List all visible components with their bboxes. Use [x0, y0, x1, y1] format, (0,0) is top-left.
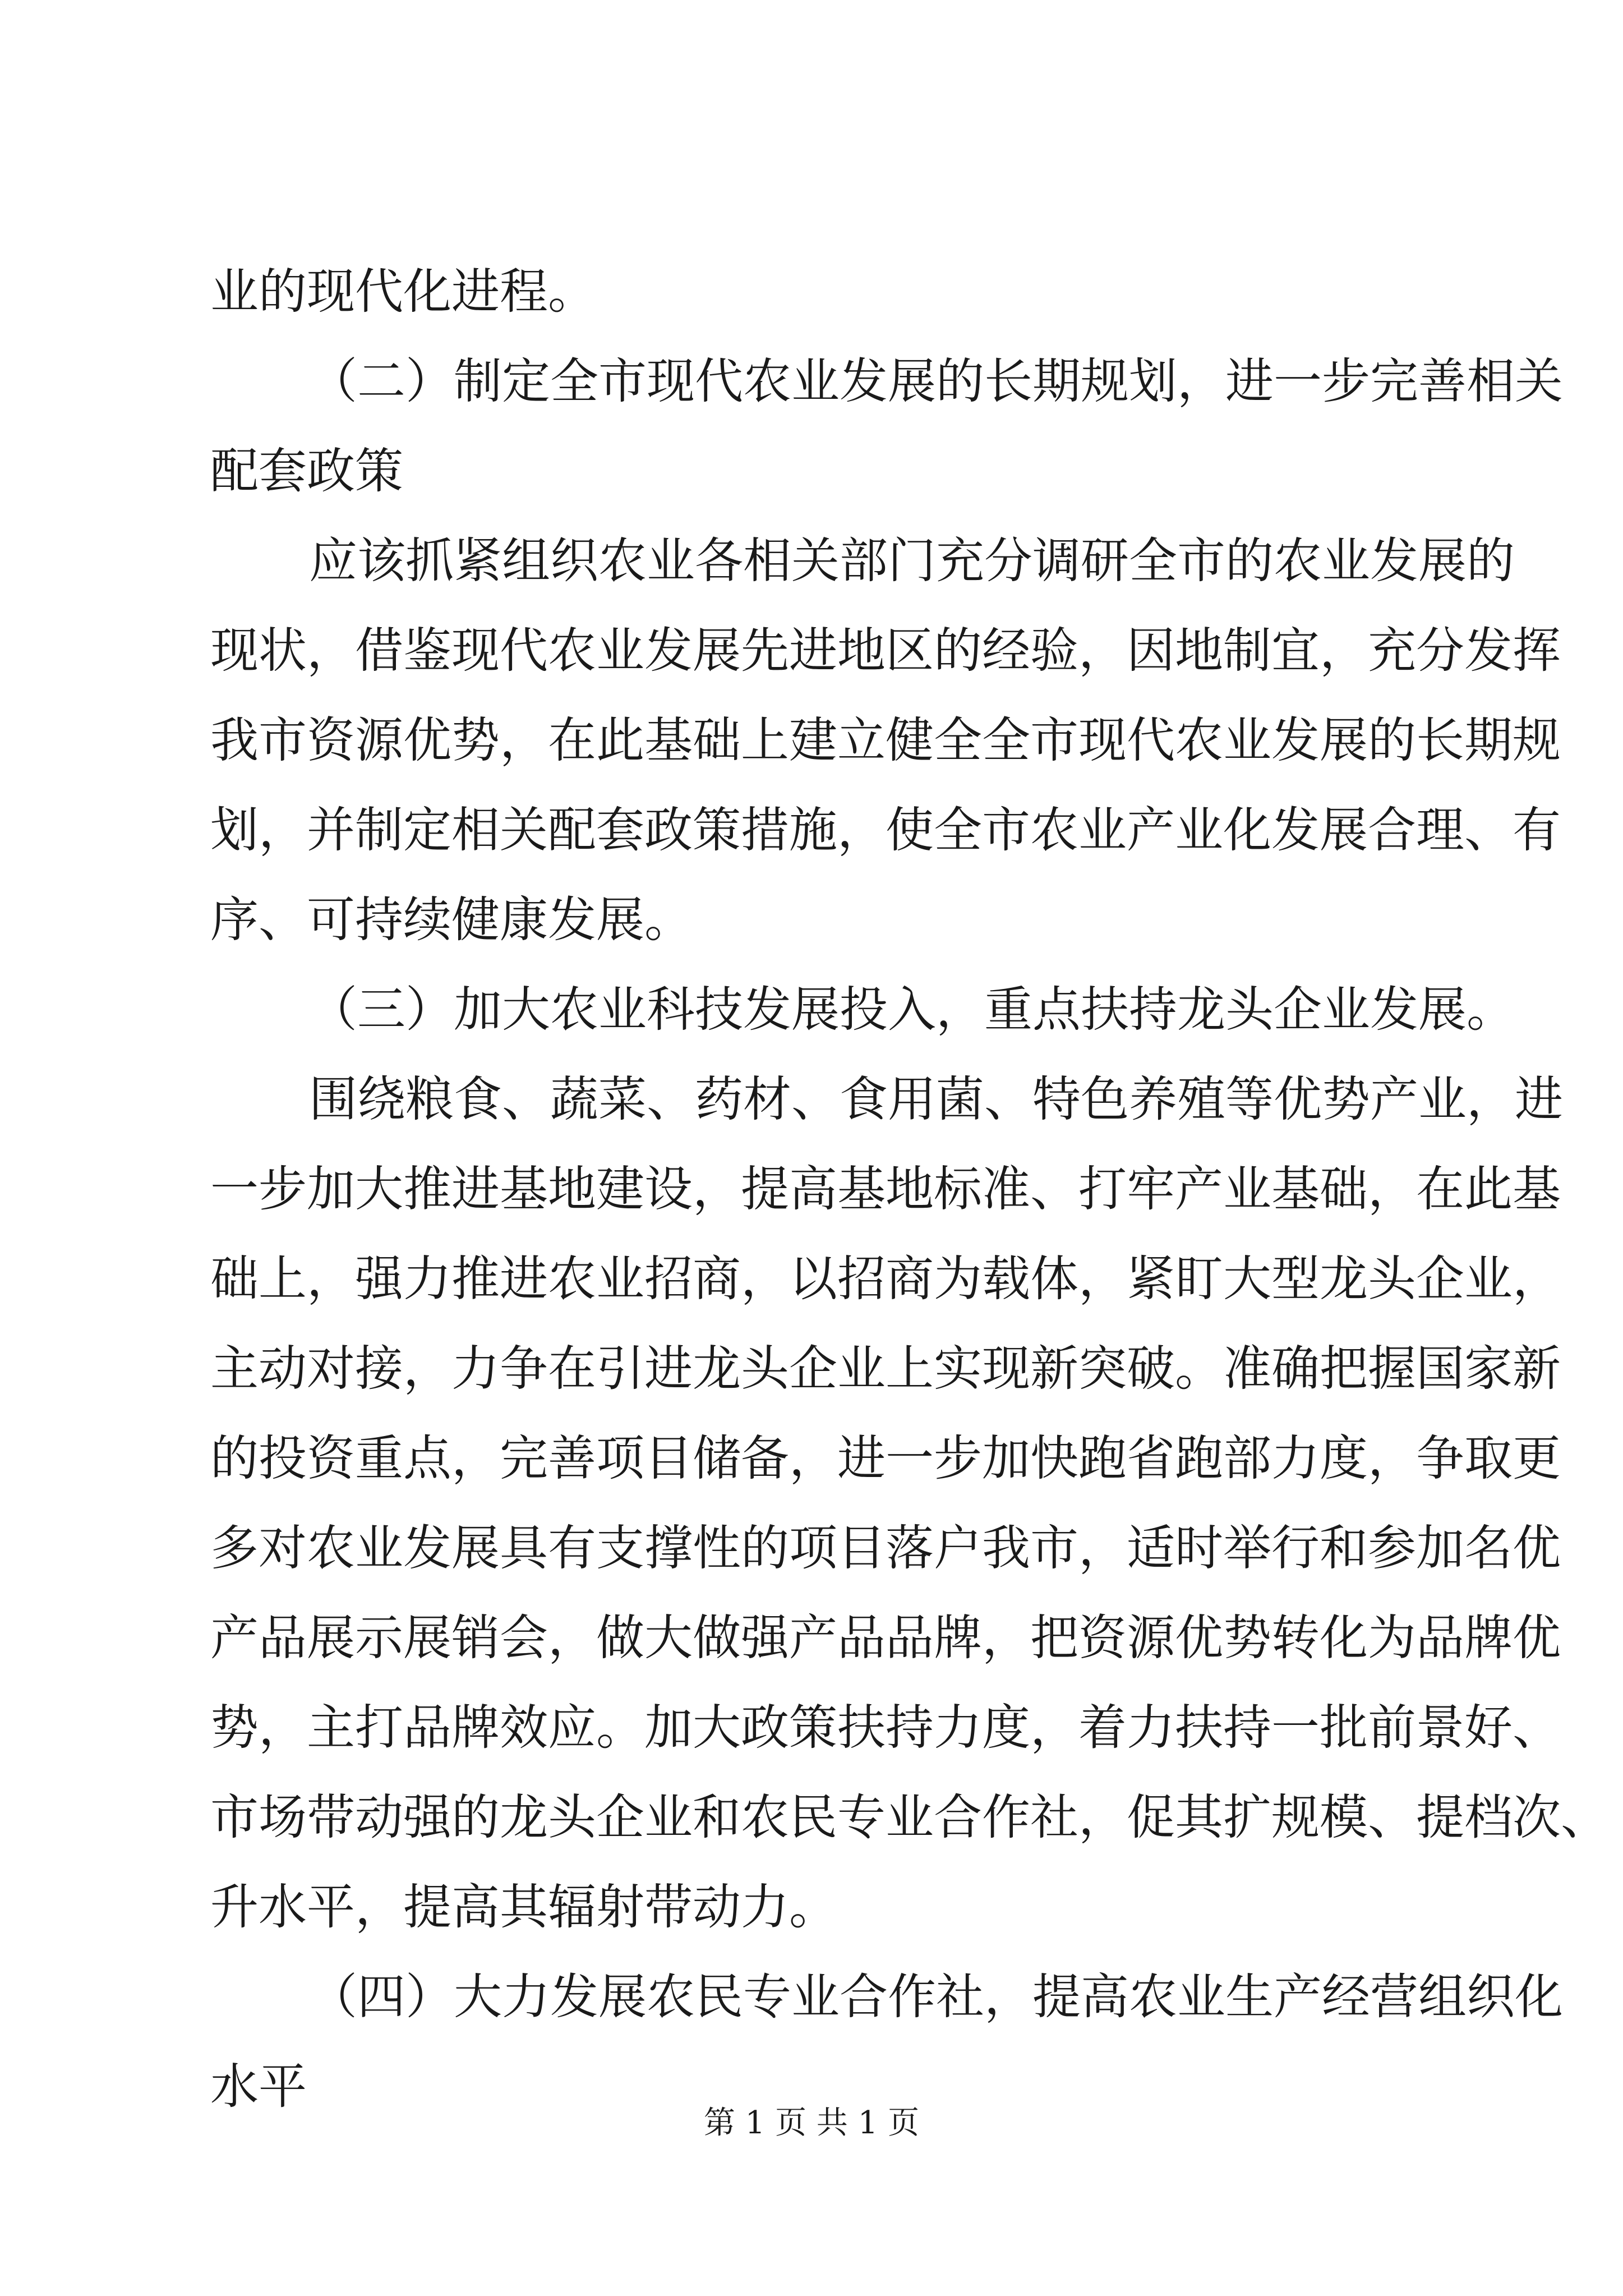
paragraph-line: 划，并制定相关配套政策措施，使全市农业产业化发展合理、有	[210, 802, 1561, 858]
paragraph-line: 势，主打品牌效应。加大政策扶持力度，着力扶持一批前景好、	[210, 1700, 1561, 1756]
paragraph-line: 现状，借鉴现代农业发展先进地区的经验，因地制宜，充分发挥	[210, 623, 1561, 679]
paragraph-line: 水平	[210, 2059, 307, 2115]
paragraph-line: 多对农业发展具有支撑性的项目落户我市，适时举行和参加名优	[210, 1520, 1561, 1576]
paragraph-line: 产品展示展销会，做大做强产品品牌，把资源优势转化为品牌优	[210, 1610, 1561, 1666]
document-body	[210, 247, 1609, 2132]
paragraph-line: 配套政策	[210, 443, 403, 499]
paragraph-1	[210, 247, 1444, 337]
page-footer	[0, 2101, 1623, 2146]
paragraph-line: （二）制定全市现代农业发展的长期规划，进一步完善相关	[309, 353, 1563, 409]
paragraph-line: 一步加大推进基地建设，提高基地标准、打牢产业基础，在此基	[210, 1161, 1561, 1217]
paragraph-3	[210, 516, 1561, 965]
paragraph-line: 我市资源优势，在此基础上建立健全全市现代农业发展的长期规	[210, 712, 1561, 769]
heading-2	[210, 337, 1563, 516]
paragraph-line: 的投资重点，完善项目储备，进一步加快跑省跑部力度，争取更	[210, 1430, 1561, 1487]
heading-3	[210, 965, 1515, 1055]
paragraph-line: 主动对接，力争在引进龙头企业上实现新突破。准确把握国家新	[210, 1341, 1561, 1397]
paragraph-line: 础上，强力推进农业招商，以招商为载体，紧盯大型龙头企业，	[210, 1251, 1561, 1307]
paragraph-line: （四）大力发展农民专业合作社，提高农业生产经营组织化	[309, 1969, 1563, 2025]
paragraph-line: 应该抓紧组织农业各相关部门充分调研全市的农业发展的	[309, 533, 1515, 589]
page-number-label: 第 1 页 共 1 页	[703, 2105, 920, 2141]
paragraph-line: 升水平，提高其辐射带动力。	[210, 1879, 837, 1935]
paragraph-5	[210, 1055, 1609, 1952]
paragraph-line: 业的现代化进程。	[210, 264, 596, 320]
paragraph-line: 市场带动强的龙头企业和农民专业合作社，促其扩规模、提档次、	[210, 1789, 1609, 1846]
paragraph-line: 围绕粮食、蔬菜、药材、食用菌、特色养殖等优势产业，进	[309, 1071, 1563, 1128]
paragraph-line: 序、可持续健康发展。	[210, 892, 693, 948]
paragraph-line: （三）加大农业科技发展投入，重点扶持龙头企业发展。	[309, 982, 1515, 1038]
